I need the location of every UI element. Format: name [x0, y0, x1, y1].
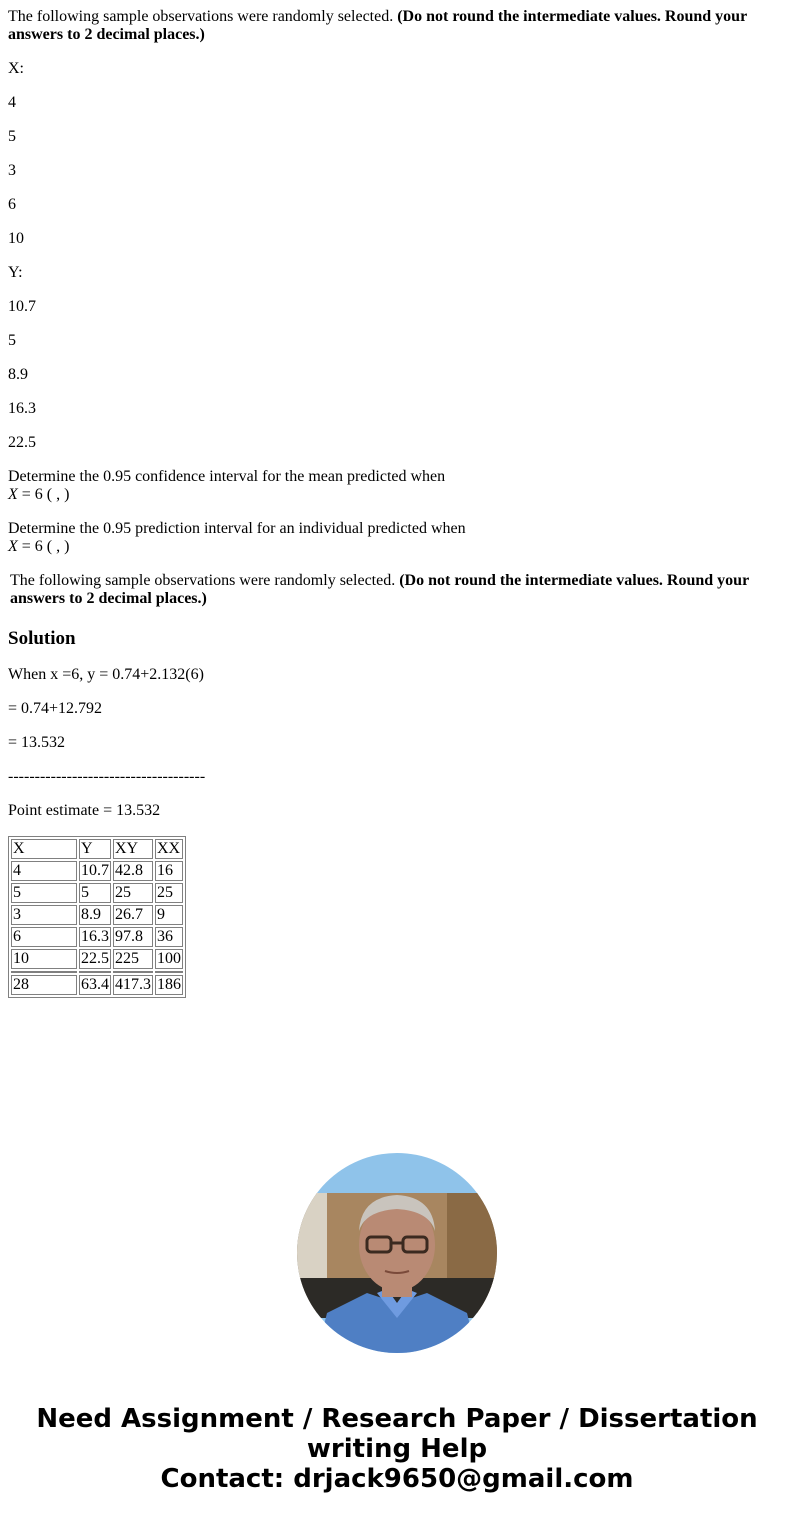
table-total-cell: 186 — [157, 976, 181, 993]
point-estimate: Point estimate = 13.532 — [8, 802, 161, 819]
table-total-cell: 63.4 — [81, 976, 109, 993]
x-value: 3 — [8, 162, 16, 179]
table-header-cell: X — [11, 839, 77, 859]
footer-line: writing Help — [306, 1434, 488, 1464]
table-cell: 9 — [155, 905, 183, 925]
x-value: 4 — [8, 94, 16, 111]
table-header-cell: Y — [79, 839, 111, 859]
table-spacer-cell — [79, 971, 111, 973]
table-cell: 16.3 — [81, 928, 109, 945]
y-value: 5 — [8, 332, 16, 349]
table-cell: 100 — [157, 950, 181, 967]
table-header-row — [11, 839, 183, 859]
table-cell: 5 — [79, 883, 111, 903]
table-total-cell: 28 — [11, 975, 77, 995]
avatar — [297, 1153, 497, 1353]
table-totals-row — [11, 975, 183, 995]
solution-line: = 13.532 — [8, 734, 66, 751]
footer-contact: Contact: drjack9650@gmail.com — [160, 1464, 634, 1494]
solution-divider: ------------------------------------- — [8, 768, 206, 785]
x-variable: X — [8, 486, 18, 503]
table-row — [11, 861, 183, 881]
question-repeat-instruction: (Do not round the intermediate values. Round your answers to 2 decimal places.) — [10, 572, 749, 607]
table-cell: 225 — [113, 949, 153, 969]
table-cell: 25 — [155, 883, 183, 903]
table-cell: 22.5 — [81, 950, 109, 967]
table-cell: 8.9 — [79, 905, 111, 925]
table-cell: 26.7 — [113, 905, 153, 925]
x-variable: X — [8, 538, 18, 555]
table-cell: 16 — [155, 861, 183, 881]
table-spacer-cell — [11, 971, 77, 973]
y-value: 10.7 — [8, 298, 36, 315]
table-cell: 6 — [11, 927, 77, 947]
x-label: X: — [8, 60, 24, 77]
table-cell: 36 — [155, 927, 183, 947]
calculation-table — [8, 836, 186, 998]
table-cell: 42.8 — [113, 861, 153, 881]
y-value: 16.3 — [8, 400, 36, 417]
footer-line: Need Assignment / Research Paper / Dissertation — [36, 1404, 758, 1434]
table-spacer-row — [11, 971, 183, 973]
table-cell: 25 — [113, 883, 153, 903]
x-value: 5 — [8, 128, 16, 145]
avatar-wall-panel — [297, 1193, 327, 1283]
table-row — [11, 883, 183, 903]
avatar-portrait — [297, 1153, 497, 1353]
table-cell: 3 — [11, 905, 77, 925]
solution-heading: Solution — [8, 628, 76, 649]
table-cell: 97.8 — [113, 927, 153, 947]
table-row — [11, 949, 183, 969]
question-intro: The following sample observations were randomly selected. (Do not round the intermediate values. Round your answers to 2 decimal places.) — [8, 8, 747, 43]
y-value: 8.9 — [8, 366, 28, 383]
table-header-cell: XX — [155, 839, 183, 859]
solution-line: When x =6, y = 0.74+2.132(6) — [8, 666, 204, 683]
table-cell: 5 — [11, 883, 77, 903]
question-repeat: The following sample observations were randomly selected. (Do not round the intermediate values. Round your answers to 2 decimal places.) — [10, 572, 749, 607]
table-cell: 4 — [11, 861, 77, 881]
table-cell: 10 — [11, 949, 77, 969]
y-label: Y: — [8, 264, 23, 281]
footer-banner — [0, 1404, 794, 1494]
x-value: 10 — [8, 230, 24, 247]
part-prediction-interval: Determine the 0.95 prediction interval for an individual predicted when X = 6 ( , ) — [8, 520, 466, 555]
x-value: 6 — [8, 196, 16, 213]
solution-line: = 0.74+12.792 — [8, 700, 103, 717]
table-spacer-cell — [155, 971, 183, 973]
table-total-cell: 417.3 — [115, 976, 151, 993]
table-header-cell: XY — [113, 839, 153, 859]
part-confidence-interval: Determine the 0.95 confidence interval for the mean predicted when X = 6 ( , ) — [8, 468, 446, 503]
y-value: 22.5 — [8, 434, 36, 451]
table-spacer-cell — [113, 971, 153, 973]
question-instruction: (Do not round the intermediate values. Round your answers to 2 decimal places.) — [8, 8, 747, 43]
table-row — [11, 927, 183, 947]
table-cell: 10.7 — [81, 862, 109, 879]
table-row — [11, 905, 183, 925]
